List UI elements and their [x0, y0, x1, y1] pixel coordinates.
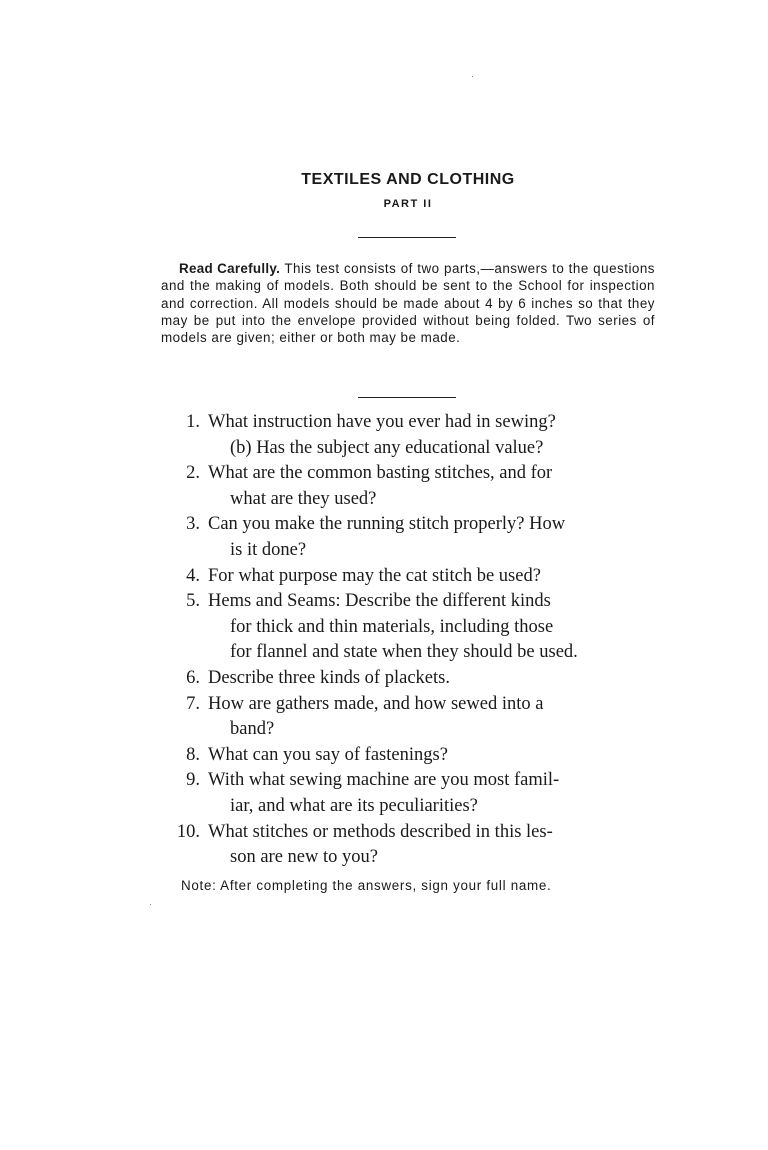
question-list — [160, 410, 660, 871]
question-text-line: son are new to you? — [230, 847, 378, 868]
question-text-line: What can you say of fastenings? — [208, 744, 448, 765]
scan-speck — [472, 76, 473, 77]
divider-rule — [358, 397, 456, 398]
scan-speck — [150, 904, 151, 905]
divider-rule — [358, 237, 456, 238]
instructions-body: This test consists of two parts,—answers to the questions and the making of models. Both should be sent to the School for inspection and correction. All models should be made about 4 by 6 inches so that they may be put into the envelope provided without being folded. Two series of models are given; either or both may be made. — [161, 261, 656, 346]
question-text-line: what are they used? — [230, 488, 377, 509]
question-text-line: With what sewing machine are you most famil- — [208, 770, 560, 791]
question-number: 9. — [186, 770, 200, 791]
question-text-line: For what purpose may the cat stitch be used? — [208, 565, 541, 586]
page-subtitle: PART II — [383, 198, 433, 210]
page-title: TEXTILES AND CLOTHING — [301, 171, 515, 188]
note-paragraph: Note: After completing the answers, sign your full name. — [181, 878, 552, 893]
question-item — [160, 564, 660, 590]
question-text-line: for thick and thin materials, including those — [230, 616, 554, 637]
question-number: 5. — [186, 591, 200, 612]
question-text-line: Can you make the running stitch properly? How — [208, 514, 566, 535]
question-number: 7. — [186, 693, 200, 714]
question-text-line: What instruction have you ever had in sewing? — [208, 412, 556, 432]
question-text-line: How are gathers made, and how sewed into a — [208, 693, 544, 714]
question-number: 10. — [176, 821, 200, 842]
question-item — [160, 743, 660, 769]
question-item — [160, 461, 660, 512]
question-item — [160, 692, 660, 743]
question-text-line: Describe three kinds of plackets. — [208, 667, 450, 688]
question-item — [160, 512, 660, 563]
question-text-line: What stitches or methods described in this les- — [208, 821, 553, 842]
question-text-line: iar, and what are its peculiarities? — [230, 795, 478, 816]
question-number: 8. — [186, 744, 200, 765]
question-text-line: (b) Has the subject any educational value? — [230, 437, 544, 458]
question-item — [160, 666, 660, 692]
question-text-line: band? — [230, 719, 275, 740]
instructions-lead: Read Carefully. — [179, 261, 281, 276]
question-number: 6. — [186, 667, 200, 688]
question-text-line: What are the common basting stitches, and for — [208, 463, 553, 484]
question-number: 4. — [186, 565, 200, 586]
question-number: 3. — [186, 514, 200, 535]
question-text-line: for flannel and state when they should be used. — [230, 642, 578, 663]
instructions-paragraph — [161, 260, 655, 346]
question-number: 1. — [186, 412, 200, 432]
question-text-line: is it done? — [230, 539, 307, 560]
question-item — [160, 820, 660, 871]
question-text-line: Hems and Seams: Describe the different kinds — [208, 591, 551, 612]
question-item — [160, 589, 660, 666]
question-item — [160, 768, 660, 819]
question-item — [160, 410, 660, 461]
question-number: 2. — [186, 463, 200, 484]
